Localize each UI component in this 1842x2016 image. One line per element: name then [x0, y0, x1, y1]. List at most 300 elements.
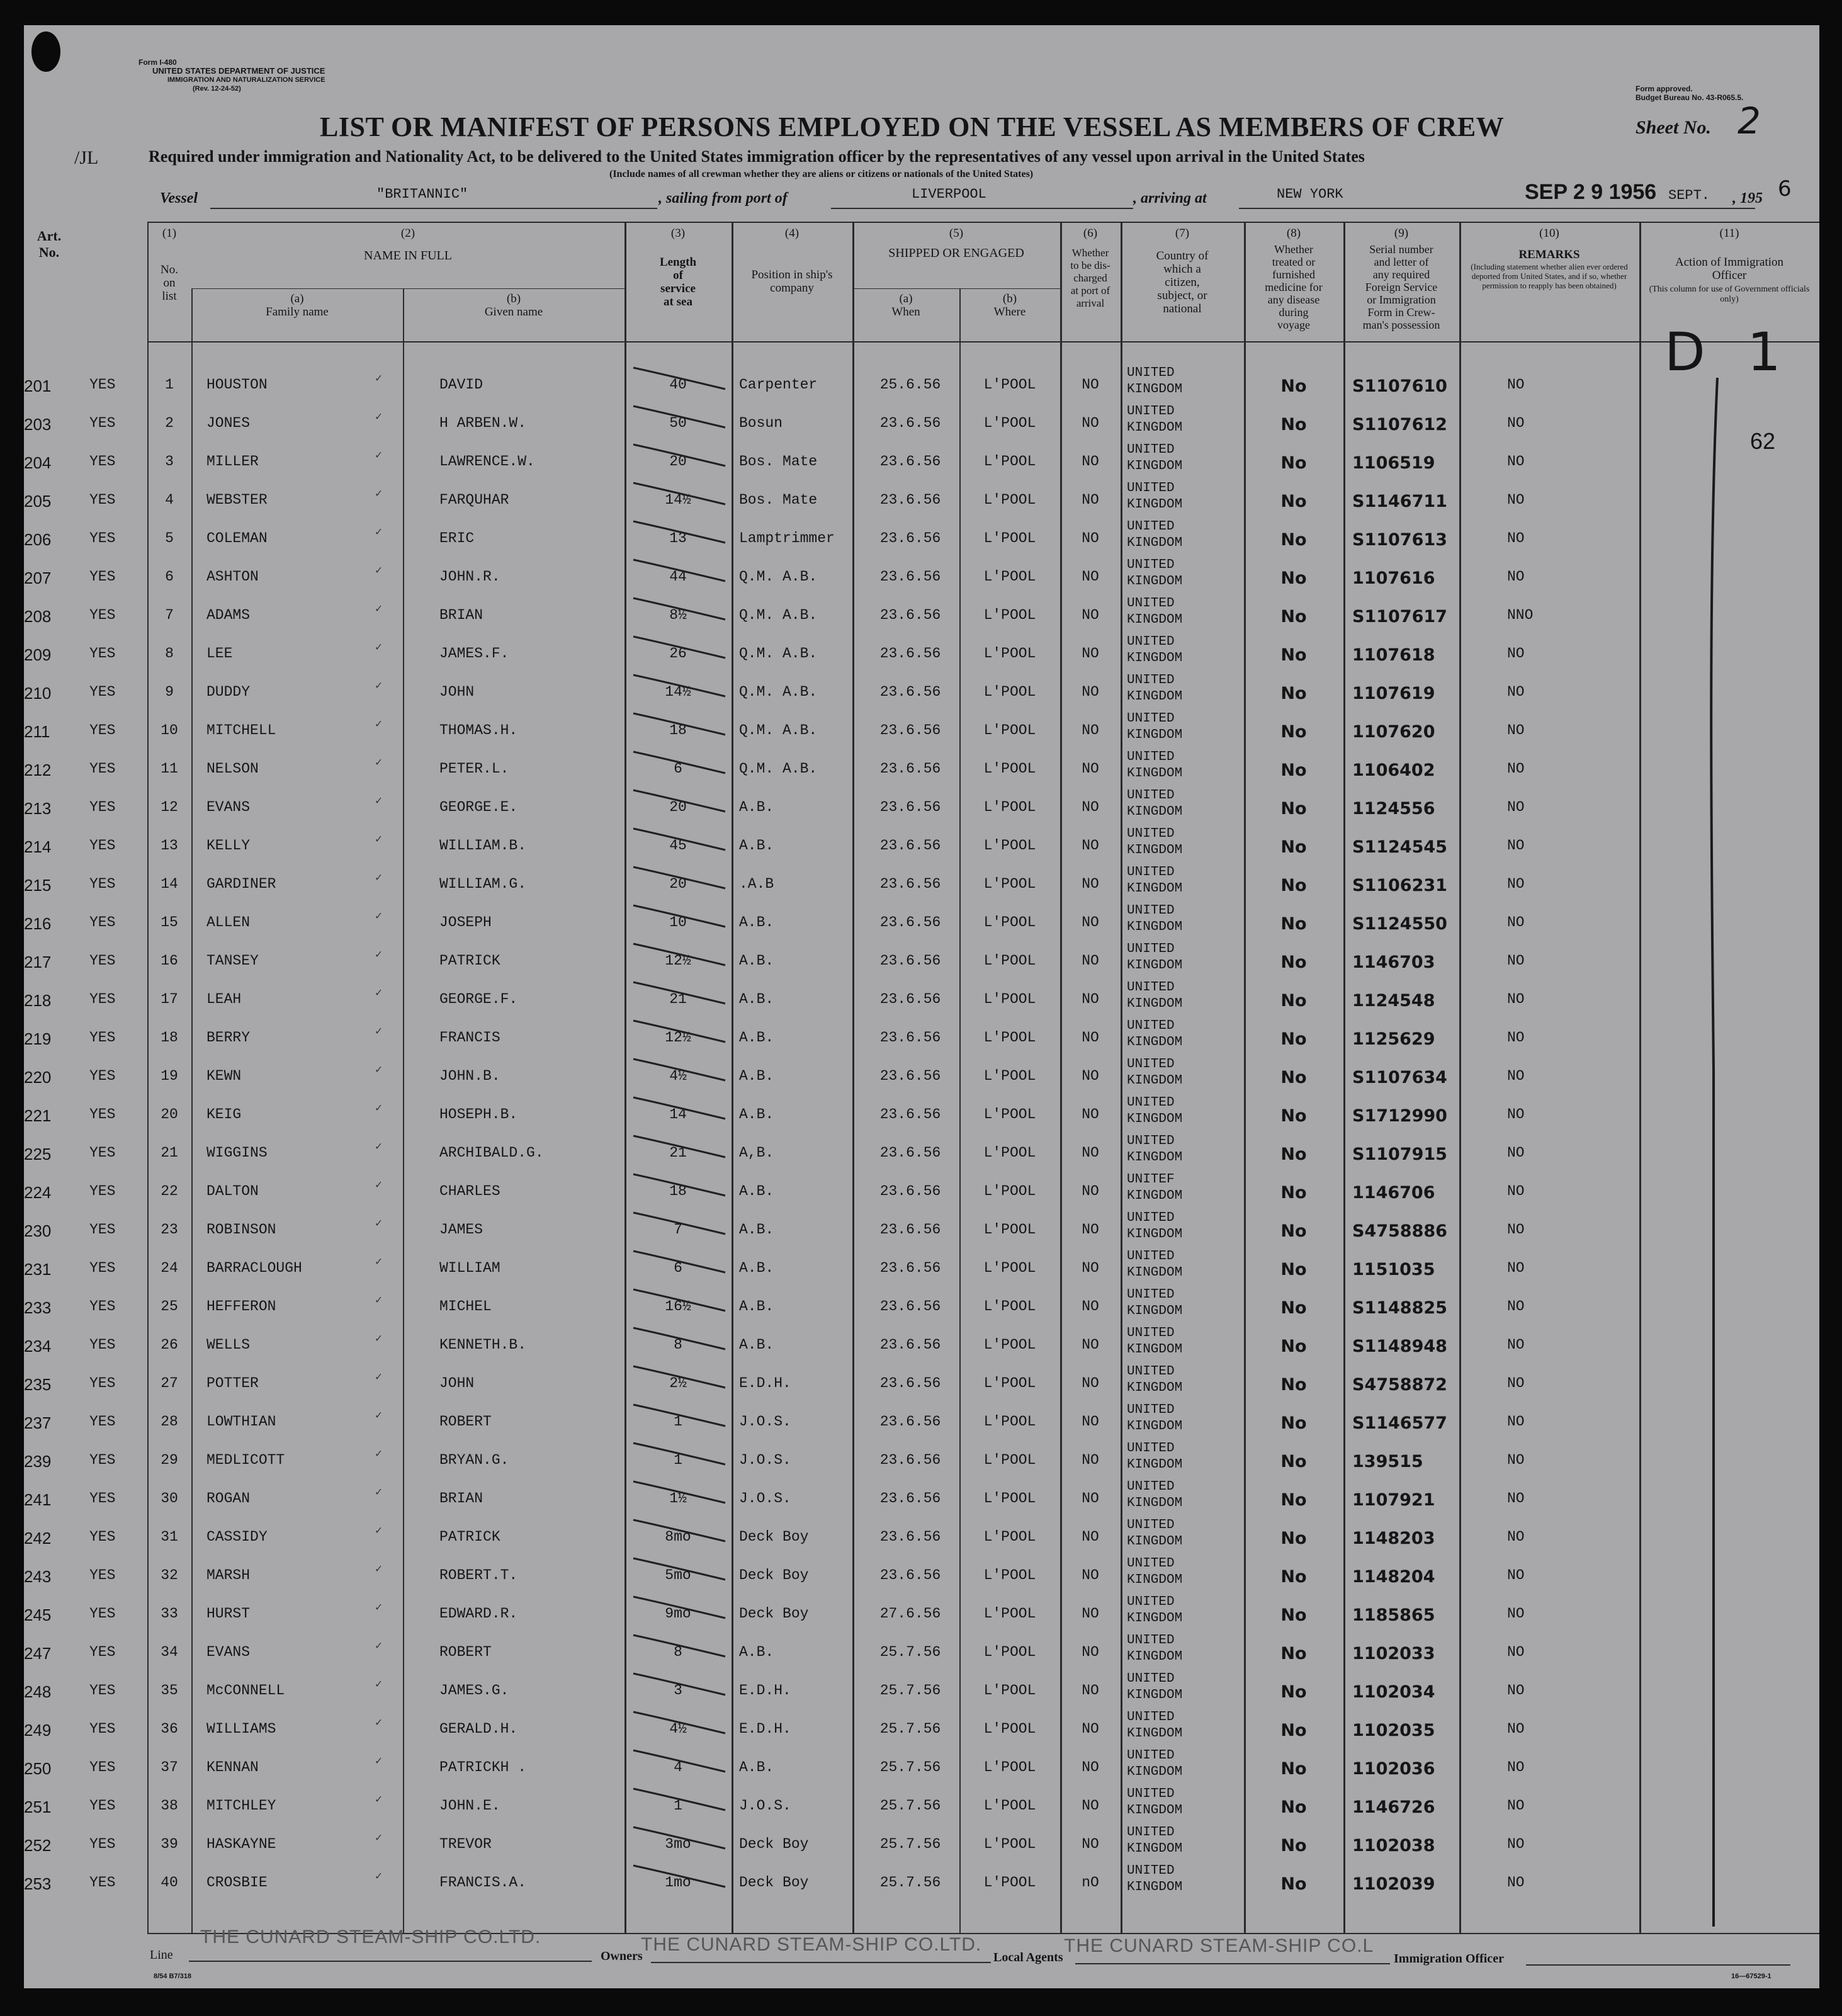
check-tick-icon: ✓ [375, 718, 382, 731]
medical: No [1280, 1298, 1307, 1318]
family-name: GARDINER [206, 876, 276, 892]
shipped-where: L'POOL [983, 645, 1036, 662]
list-number: 8 [165, 645, 174, 662]
art-number: 201 [24, 377, 52, 395]
shipped-when: 23.6.56 [879, 722, 941, 739]
check-tick-icon: ✓ [375, 1294, 382, 1307]
service-length: 14 [669, 1106, 687, 1123]
serial-number: S1107612 [1352, 415, 1447, 434]
col5-number: (5) [949, 227, 964, 240]
family-name: WEBSTER [206, 492, 268, 508]
remarks: NO [1507, 953, 1525, 969]
position: Q.M. A.B. [739, 722, 818, 739]
revision: (Rev. 12-24-52) [193, 85, 241, 93]
table-row [24, 1017, 1819, 1055]
remarks: NO [1507, 799, 1525, 815]
col9-number: (9) [1394, 227, 1409, 240]
art-number: 234 [24, 1337, 52, 1356]
art-number: 210 [24, 684, 52, 703]
discharge: NO [1082, 953, 1099, 969]
shipped-when: 25.7.56 [879, 1836, 941, 1852]
service-check-mark [624, 1631, 732, 1669]
service-length: 8 [674, 1337, 682, 1353]
country: UNITED KINGDOM [1127, 1633, 1183, 1664]
table-row [24, 1823, 1819, 1861]
table-row [24, 1862, 1819, 1900]
col6-number: (6) [1083, 227, 1098, 240]
included-flag: YES [89, 1529, 116, 1545]
year-digit: 6 [1778, 176, 1792, 201]
given-name: HOSEPH.B. [439, 1106, 518, 1123]
shipped-where: L'POOL [983, 377, 1036, 393]
shipped-when: 23.6.56 [879, 645, 941, 662]
family-name: ALLEN [206, 914, 251, 931]
shipped-when: 23.6.56 [879, 1337, 941, 1353]
discharge: NO [1082, 569, 1099, 585]
serial-number: 1102034 [1352, 1682, 1435, 1702]
given-name: JAMES [439, 1221, 483, 1238]
included-flag: YES [89, 914, 116, 931]
arrival-month: SEPT. [1668, 188, 1710, 203]
serial-number: 1125629 [1352, 1029, 1435, 1049]
medical: No [1280, 492, 1307, 511]
discharge: NO [1082, 837, 1099, 854]
family-name: TANSEY [206, 953, 259, 969]
table-row [24, 1631, 1819, 1669]
position: Q.M. A.B. [739, 645, 818, 662]
table-row [24, 1209, 1819, 1247]
service-check-mark [624, 1132, 732, 1170]
family-name: EVANS [206, 1644, 251, 1660]
remarks: NO [1507, 1068, 1525, 1084]
family-name: ROBINSON [206, 1221, 276, 1238]
remarks: NO [1507, 837, 1525, 854]
medical: No [1280, 1721, 1307, 1740]
check-tick-icon: ✓ [375, 1371, 382, 1384]
art-number: 206 [24, 530, 52, 549]
position: Q.M. A.B. [739, 761, 818, 777]
family-name: WILLIAMS [206, 1721, 276, 1737]
service-check-mark [624, 1593, 732, 1631]
position: J.O.S. [739, 1798, 791, 1814]
family-name: HURST [206, 1605, 251, 1622]
serial-number: S4758872 [1352, 1375, 1447, 1395]
check-tick-icon: ✓ [375, 1717, 382, 1730]
discharge: NO [1082, 1068, 1099, 1084]
discharge: NO [1082, 1490, 1099, 1507]
shipped-when: 23.6.56 [879, 914, 941, 931]
included-flag: YES [89, 837, 116, 854]
family-name: NELSON [206, 761, 259, 777]
given-name: WILLIAM.B. [439, 837, 527, 854]
shipped-when: 23.6.56 [879, 1145, 941, 1161]
art-number: 248 [24, 1682, 52, 1701]
service-length: 40 [669, 377, 687, 393]
family-name: JONES [206, 415, 251, 431]
art-number: 212 [24, 761, 52, 779]
medical: No [1280, 876, 1307, 895]
discharge: NO [1082, 607, 1099, 623]
position: Q.M. A.B. [739, 569, 818, 585]
table-row [24, 1132, 1819, 1170]
check-tick-icon: ✓ [375, 1102, 382, 1115]
vessel-name: "BRITANNIC" [376, 186, 468, 202]
art-number: 235 [24, 1375, 52, 1394]
given-name: EDWARD.R. [439, 1605, 518, 1622]
included-flag: YES [89, 377, 116, 393]
list-number: 30 [161, 1490, 178, 1507]
discharge: NO [1082, 1682, 1099, 1699]
art-number: 253 [24, 1874, 52, 1893]
shipped-when: 23.6.56 [879, 530, 941, 546]
department: UNITED STATES DEPARTMENT OF JUSTICE [152, 66, 325, 76]
list-number: 37 [161, 1759, 178, 1775]
art-number: 247 [24, 1644, 52, 1663]
country: UNITED KINGDOM [1127, 750, 1183, 781]
given-name: BRYAN.G. [439, 1452, 509, 1468]
service-length: 1 [674, 1452, 682, 1468]
given-name: LAWRENCE.W. [439, 453, 535, 470]
officer-bracket-line [1686, 378, 1749, 1939]
serial-number: 1146706 [1352, 1183, 1435, 1203]
medical: No [1280, 914, 1307, 934]
remarks: NO [1507, 1452, 1525, 1468]
list-number: 4 [165, 492, 174, 508]
family-name: BARRACLOUGH [206, 1260, 302, 1276]
check-tick-icon: ✓ [375, 1563, 382, 1576]
country: UNITED KINGDOM [1127, 1326, 1183, 1357]
serial-number: S1124550 [1352, 914, 1447, 934]
list-number: 40 [161, 1874, 178, 1891]
list-number: 5 [165, 530, 174, 546]
service-check-mark [624, 1247, 732, 1285]
country: UNITED KINGDOM [1127, 1403, 1183, 1434]
service-length: 20 [669, 453, 687, 470]
given-name: JAMES.F. [439, 645, 509, 662]
family-name: HOUSTON [206, 377, 268, 393]
footer-form-code: 16—67529-1 [1731, 1973, 1771, 1980]
check-tick-icon: ✓ [375, 757, 382, 769]
col10-subheader: (Including statement whether alien ever ordered deported from United States, and if so, whether permission to reapply has been obtained) [1471, 262, 1628, 290]
country: UNITED KINGDOM [1127, 519, 1183, 550]
service-check-mark [624, 1823, 732, 1861]
position: E.D.H. [739, 1375, 791, 1391]
serial-number: 1107618 [1352, 645, 1435, 665]
shipped-where: L'POOL [983, 1529, 1036, 1545]
check-tick-icon: ✓ [375, 488, 382, 501]
family-name: LOWTHIAN [206, 1413, 276, 1430]
art-number: 221 [24, 1106, 52, 1125]
family-name: KELLY [206, 837, 251, 854]
serial-number: S1107613 [1352, 530, 1447, 550]
position: A,B. [739, 1145, 774, 1161]
check-tick-icon: ✓ [375, 910, 382, 923]
position: E.D.H. [739, 1721, 791, 1737]
position: Bos. Mate [739, 492, 818, 508]
included-flag: YES [89, 1798, 116, 1814]
col5a-header: (a) When [891, 292, 920, 319]
serial-number: 1146726 [1352, 1798, 1435, 1817]
family-name: HEFFERON [206, 1298, 276, 1315]
art-number: 249 [24, 1721, 52, 1740]
col3-header: Length of service at sea [659, 256, 697, 309]
service-length: 8 [674, 1644, 682, 1660]
given-name: FARQUHAR [439, 492, 509, 508]
position: A.B. [739, 1106, 774, 1123]
discharge: NO [1082, 1452, 1099, 1468]
service-check-mark [624, 518, 732, 555]
medical: No [1280, 1874, 1307, 1894]
remarks: NO [1507, 1759, 1525, 1775]
check-tick-icon: ✓ [375, 1602, 382, 1614]
service-check-mark [624, 710, 732, 747]
medical: No [1280, 991, 1307, 1011]
serial-number: 1102033 [1352, 1644, 1435, 1663]
form-approved: Form approved. [1636, 84, 1693, 93]
table-row [24, 1247, 1819, 1285]
col11-header: Action of Immigration Officer [1675, 256, 1784, 282]
position: A.B. [739, 1298, 774, 1315]
table-row [24, 863, 1819, 901]
serial-number: 1106519 [1352, 453, 1435, 473]
check-tick-icon: ✓ [375, 603, 382, 616]
serial-number: 1107619 [1352, 684, 1435, 703]
include-note: (Include names of all crewman whether they are aliens or citizens or nationals of the United States) [609, 169, 1034, 179]
service-length: 20 [669, 876, 687, 892]
remarks: NO [1507, 1490, 1525, 1507]
service-check-mark [624, 441, 732, 479]
check-tick-icon: ✓ [375, 872, 382, 885]
shipped-where: L'POOL [983, 1490, 1036, 1507]
table-row [24, 902, 1819, 939]
budget-bureau: Budget Bureau No. 43-R065.5. [1636, 93, 1744, 102]
position: Lamptrimmer [739, 530, 835, 546]
position: E.D.H. [739, 1682, 791, 1699]
discharge: NO [1082, 1644, 1099, 1660]
position: A.B. [739, 1260, 774, 1276]
country: UNITED KINGDOM [1127, 1480, 1183, 1510]
shipped-when: 23.6.56 [879, 569, 941, 585]
check-tick-icon: ✓ [375, 1679, 382, 1691]
col3-number: (3) [670, 227, 686, 240]
given-name: ROBERT [439, 1413, 492, 1430]
shipped-where: L'POOL [983, 1567, 1036, 1583]
list-number: 35 [161, 1682, 178, 1699]
table-row [24, 518, 1819, 555]
list-number: 6 [165, 569, 174, 585]
given-name: FRANCIS.A. [439, 1874, 527, 1891]
position: Deck Boy [739, 1605, 809, 1622]
medical: No [1280, 569, 1307, 588]
shipped-when: 25.7.56 [879, 1682, 941, 1699]
service-length: 20 [669, 799, 687, 815]
included-flag: YES [89, 876, 116, 892]
table-row [24, 1670, 1819, 1707]
discharge: NO [1082, 530, 1099, 546]
sheet-number: 2 [1737, 99, 1761, 142]
list-number: 7 [165, 607, 174, 623]
col1-header: No. on list [161, 263, 178, 303]
included-flag: YES [89, 722, 116, 739]
art-number: 239 [24, 1452, 52, 1471]
service-check-mark [624, 1209, 732, 1247]
remarks: NO [1507, 492, 1525, 508]
remarks: NO [1507, 1874, 1525, 1891]
included-flag: YES [89, 1567, 116, 1583]
table-row [24, 479, 1819, 517]
list-number: 27 [161, 1375, 178, 1391]
col7-number: (7) [1175, 227, 1190, 240]
included-flag: YES [89, 1029, 116, 1046]
medical: No [1280, 1337, 1307, 1356]
country: UNITED KINGDOM [1127, 596, 1183, 627]
included-flag: YES [89, 1452, 116, 1468]
included-flag: YES [89, 799, 116, 815]
table-row [24, 1593, 1819, 1631]
country: UNITED KINGDOM [1127, 1556, 1183, 1587]
shipped-when: 23.6.56 [879, 684, 941, 700]
position: A.B. [739, 799, 774, 815]
medical: No [1280, 1375, 1307, 1395]
service-check-mark [624, 786, 732, 824]
country: UNITED KINGDOM [1127, 1864, 1183, 1894]
position: Carpenter [739, 377, 818, 393]
art-number: 209 [24, 645, 52, 664]
footer-owners-stamp: THE CUNARD STEAM-SHIP CO.LTD. [641, 1934, 982, 1955]
table-row [24, 1439, 1819, 1477]
serial-number: S4758886 [1352, 1221, 1447, 1241]
list-number: 17 [161, 991, 178, 1007]
serial-number: S1712990 [1352, 1106, 1447, 1126]
medical: No [1280, 722, 1307, 742]
position: A.B. [739, 1221, 774, 1238]
remarks: NO [1507, 1529, 1525, 1545]
serial-number: 1102039 [1352, 1874, 1435, 1894]
service-check-mark [624, 748, 732, 786]
country: UNITED KINGDOM [1127, 942, 1183, 973]
service-check-mark [624, 1478, 732, 1515]
remarks: NO [1507, 1413, 1525, 1430]
check-tick-icon: ✓ [375, 1871, 382, 1883]
remarks: NO [1507, 1567, 1525, 1583]
country: UNITED KINGDOM [1127, 827, 1183, 858]
country: UNITED KINGDOM [1127, 673, 1183, 704]
family-name: WIGGINS [206, 1145, 268, 1161]
given-name: BRIAN [439, 1490, 483, 1507]
country: UNITED KINGDOM [1127, 1364, 1183, 1395]
shipped-when: 23.6.56 [879, 761, 941, 777]
country: UNITED KINGDOM [1127, 1019, 1183, 1050]
shipped-where: L'POOL [983, 914, 1036, 931]
remarks: NO [1507, 1106, 1525, 1123]
given-name: ROBERT.T. [439, 1567, 518, 1583]
country: UNITED KINGDOM [1127, 1518, 1183, 1549]
list-number: 1 [165, 377, 174, 393]
list-number: 25 [161, 1298, 178, 1315]
shipped-where: L'POOL [983, 492, 1036, 508]
check-tick-icon: ✓ [375, 1640, 382, 1653]
family-name: BERRY [206, 1029, 251, 1046]
included-flag: YES [89, 1644, 116, 1660]
serial-number: 1148204 [1352, 1567, 1435, 1587]
service-length: 5mo [665, 1567, 691, 1583]
table-row [24, 1708, 1819, 1746]
remarks: NO [1507, 991, 1525, 1007]
footer-officer-label: Immigration Officer [1394, 1952, 1504, 1966]
check-tick-icon: ✓ [375, 450, 382, 462]
service-check-mark [624, 1286, 732, 1323]
included-flag: YES [89, 1337, 116, 1353]
position: .A.B [739, 876, 774, 892]
given-name: MICHEL [439, 1298, 492, 1315]
footer-agents-stamp: THE CUNARD STEAM-SHIP CO.L [1064, 1935, 1374, 1956]
included-flag: YES [89, 953, 116, 969]
list-number: 18 [161, 1029, 178, 1046]
check-tick-icon: ✓ [375, 1064, 382, 1077]
medical: No [1280, 1567, 1307, 1587]
medical: No [1280, 607, 1307, 626]
service-length: 12½ [665, 1029, 691, 1046]
col11-subheader: (This column for use of Government officials only) [1649, 285, 1810, 304]
discharge: NO [1082, 1029, 1099, 1046]
given-name: TREVOR [439, 1836, 492, 1852]
given-name: ERIC [439, 530, 475, 546]
position: A.B. [739, 991, 774, 1007]
discharge: NO [1082, 722, 1099, 739]
country: UNITED KINGDOM [1127, 443, 1183, 473]
check-tick-icon: ✓ [375, 1410, 382, 1422]
check-tick-icon: ✓ [375, 1832, 382, 1845]
remarks: NO [1507, 1644, 1525, 1660]
country: UNITED KINGDOM [1127, 635, 1183, 665]
service-length: 8mo [665, 1529, 691, 1545]
service: IMMIGRATION AND NATURALIZATION SERVICE [167, 76, 325, 84]
country: UNITED KINGDOM [1127, 788, 1183, 819]
family-name: COLEMAN [206, 530, 268, 546]
shipped-when: 23.6.56 [879, 1068, 941, 1084]
art-number: 219 [24, 1029, 52, 1048]
check-tick-icon: ✓ [375, 1026, 382, 1038]
serial-number: 1102038 [1352, 1836, 1435, 1855]
family-name: MITCHELL [206, 722, 276, 739]
included-flag: YES [89, 1183, 116, 1199]
table-row [24, 1094, 1819, 1131]
shipped-when: 23.6.56 [879, 837, 941, 854]
family-name: KEIG [206, 1106, 242, 1123]
included-flag: YES [89, 1874, 116, 1891]
country: UNITEF KINGDOM [1127, 1172, 1183, 1203]
included-flag: YES [89, 492, 116, 508]
country: UNITED KINGDOM [1127, 366, 1183, 397]
service-length: 2½ [669, 1375, 687, 1391]
discharge: NO [1082, 1106, 1099, 1123]
discharge: NO [1082, 645, 1099, 662]
check-tick-icon: ✓ [375, 565, 382, 577]
check-tick-icon: ✓ [375, 1794, 382, 1806]
position: A.B. [739, 837, 774, 854]
family-name: MITCHLEY [206, 1798, 276, 1814]
shipped-where: L'POOL [983, 1682, 1036, 1699]
table-row [24, 710, 1819, 747]
given-name: JOHN [439, 1375, 475, 1391]
table-row [24, 786, 1819, 824]
service-length: 14½ [665, 684, 691, 700]
col10-number: (10) [1539, 227, 1559, 240]
art-number: 220 [24, 1068, 52, 1087]
table-row [24, 748, 1819, 786]
given-name: GEORGE.F. [439, 991, 518, 1007]
shipped-when: 27.6.56 [879, 1605, 941, 1622]
